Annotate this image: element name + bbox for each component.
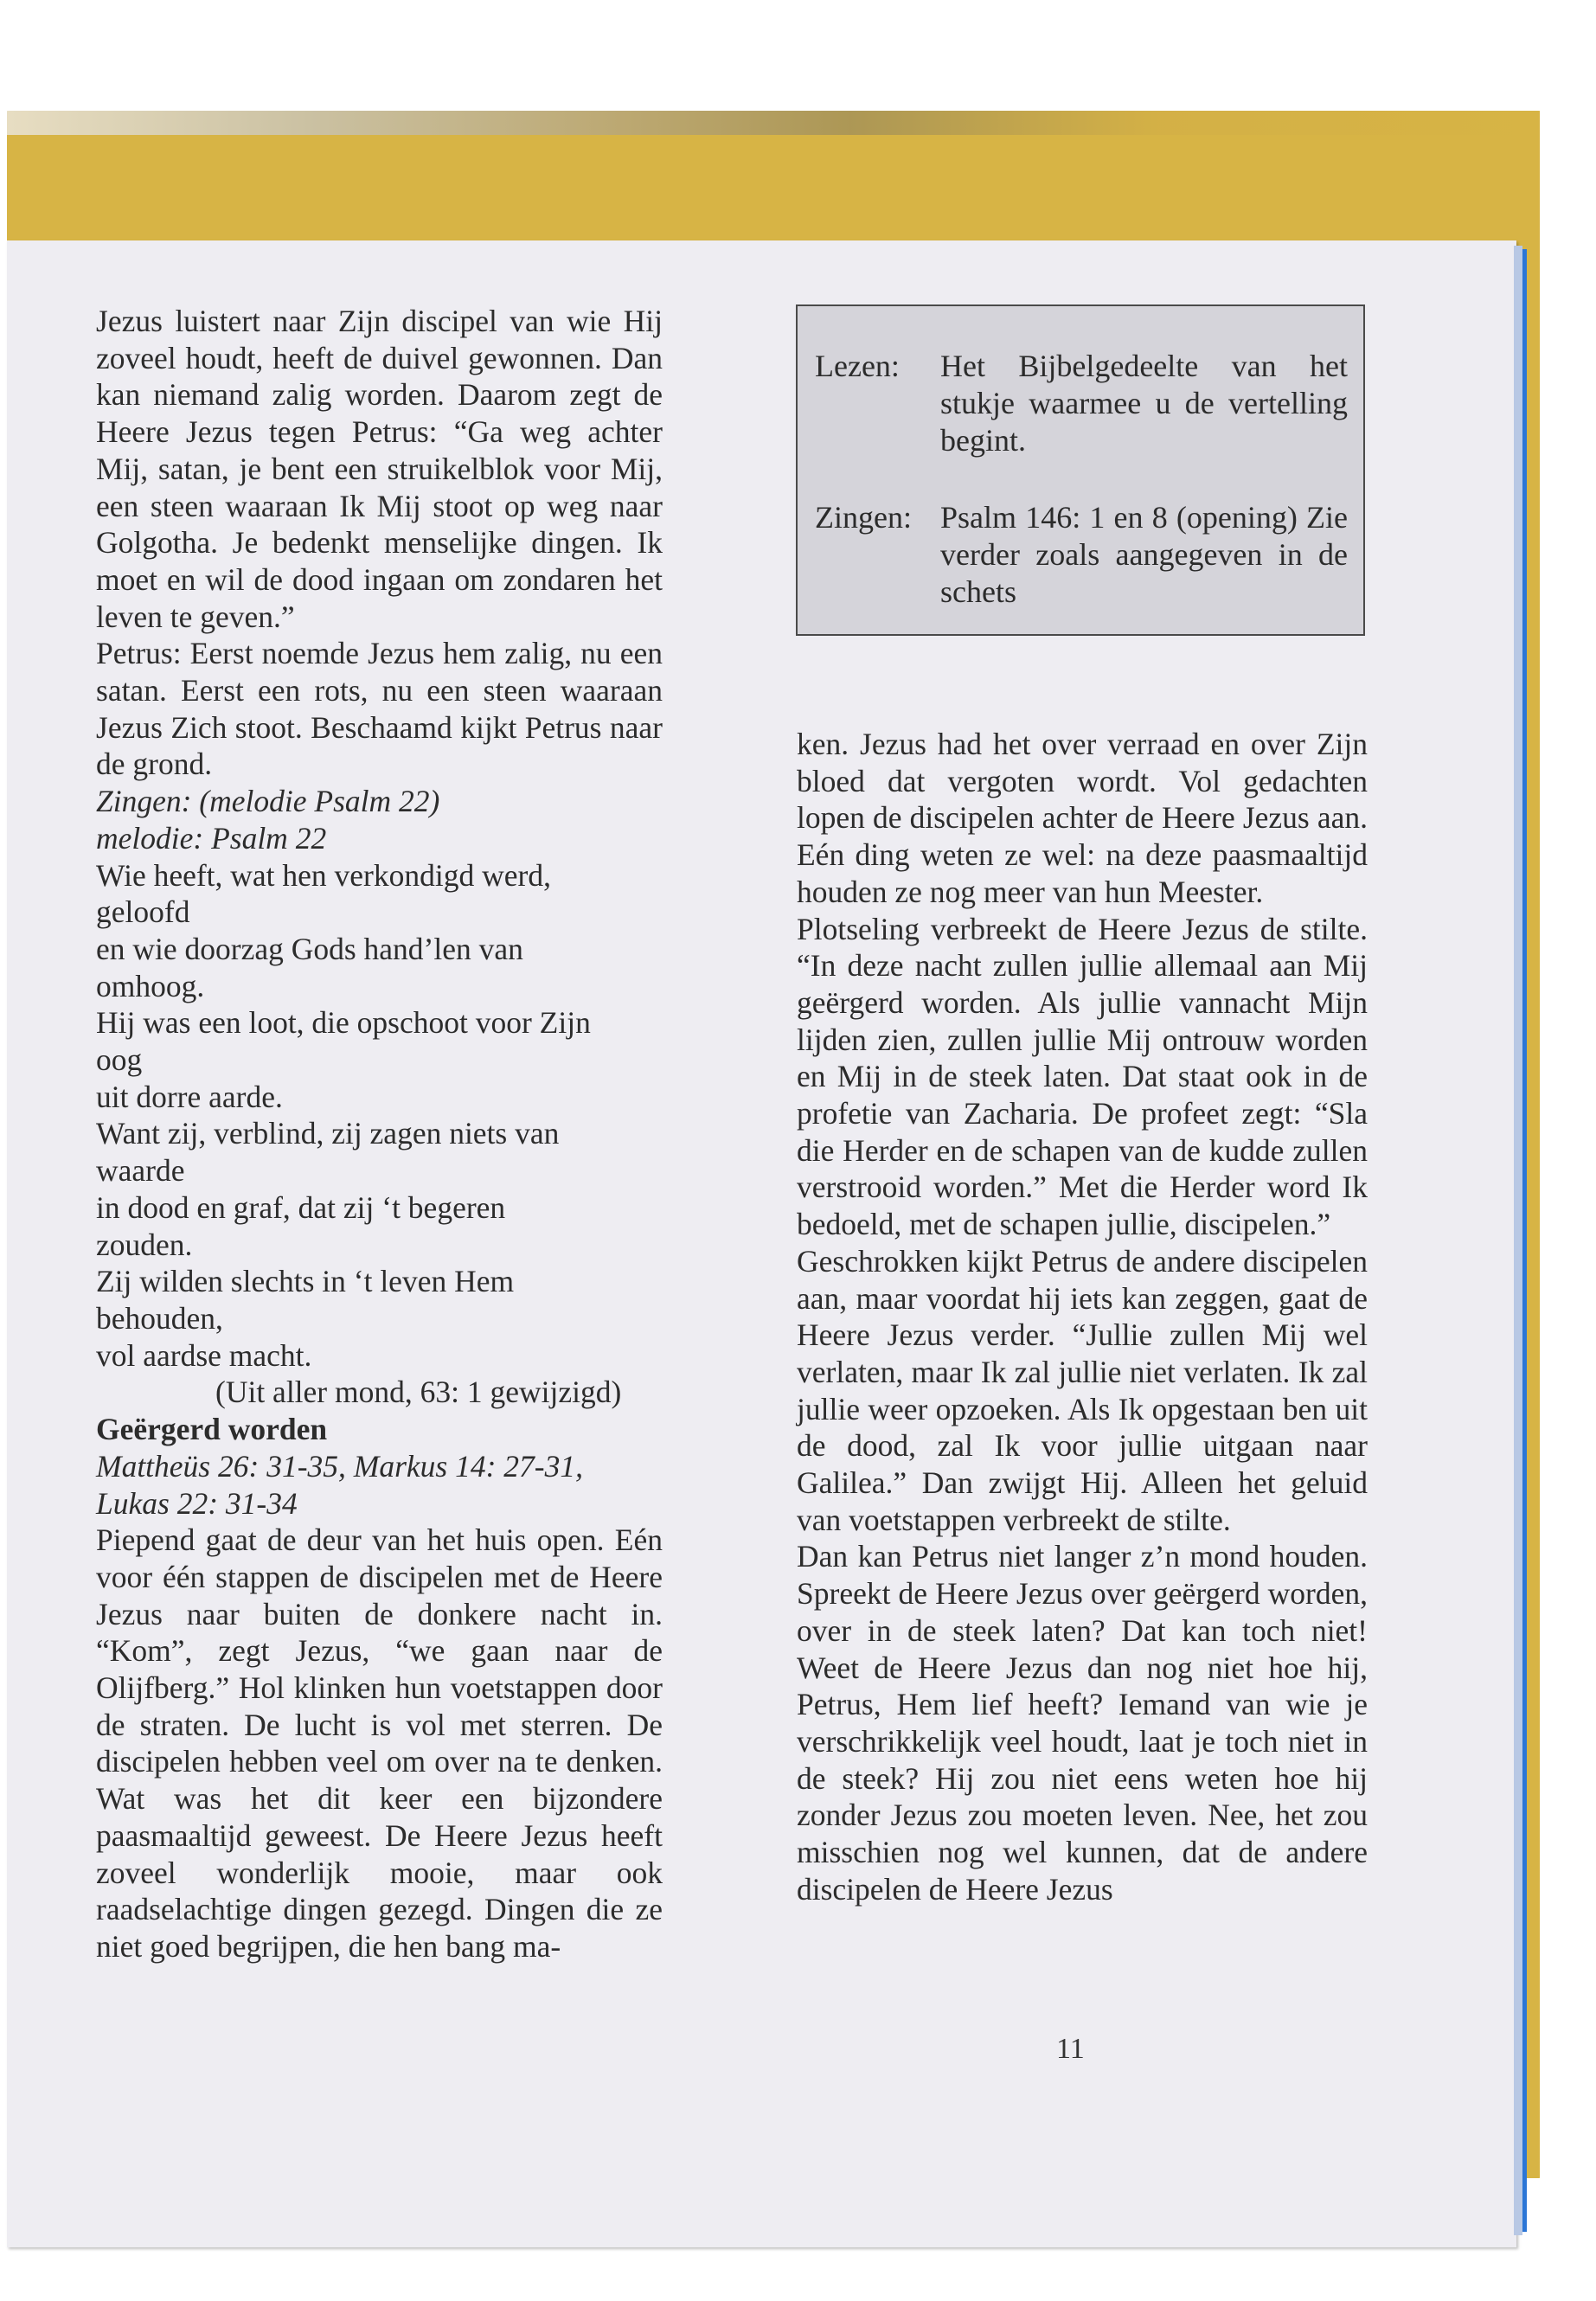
- info-text: Psalm 146: 1 en 8 (opening) Zie verder zoals aangegeven in de schets: [940, 500, 1348, 609]
- body-paragraph: Geschrokken kijkt Petrus de andere discipelen aan, maar voordat hij iets kan zeggen, gaat de Heere Jezus verder. “Jullie zullen Mij wel verlaten, maar Ik zal jullie niet verlaten. Ik zal jullie weer opzoeken. Als Ik opgestaan ben uit de dood, zal Ik voor jullie uitgaan naar Galilea.” Dan zwijgt Hij. Alleen het geluid van voetstappen verbreekt de stilte.: [797, 1243, 1368, 1537]
- info-label: Lezen:: [815, 349, 900, 383]
- section-reference: Mattheüs 26: 31-35, Markus 14: 27-31, Lukas 22: 31-34: [96, 1448, 583, 1521]
- song-line: en wie doorzag Gods hand’len van: [96, 931, 523, 966]
- page-edge: [1514, 246, 1522, 2235]
- song-line: Hij was een loot, die opschoot voor Zijn: [96, 1005, 591, 1041]
- intro-paragraph: Petrus: Eerst noemde Jezus hem zalig, nu een satan. Eerst een rots, nu een steen waaraan Jezus Zich stoot. Beschaamd kijkt Petrus naar de grond.: [96, 636, 663, 782]
- song-line: in dood en graf, dat zij ‘t begeren: [96, 1189, 506, 1225]
- song-line: Wie heeft, wat hen verkondigd werd,: [96, 857, 551, 893]
- song-line: waarde: [96, 1153, 185, 1189]
- song-line: omhoog.: [96, 968, 205, 1003]
- song-line: oog: [96, 1042, 143, 1078]
- page-edge-blue: [1522, 249, 1527, 2232]
- info-row-singing: [815, 499, 1348, 611]
- body-paragraph: Dan kan Petrus niet langer z’n mond houden. Spreekt de Heere Jezus over geërgerd worden, over in de steek laten? Dat kan toch niet! Weet de Heere Jezus dan nog niet hoe hij, Petrus, Hem lief heeft? Iemand van wie je verschrikkelijk veel houdt, laat je toch niet in de steek? Hij zou niet eens weten hoe hij zonder Jezus zou moeten leven. Nee, het zou misschien nog wel kunnen, dat de andere discipelen de Heere Jezus: [797, 1539, 1368, 1907]
- song-line: zouden.: [96, 1227, 193, 1262]
- reading-info-box: [796, 304, 1365, 636]
- right-column: [797, 726, 1368, 1908]
- cover-top-shadow: [7, 111, 1540, 135]
- info-label: Zingen:: [815, 500, 912, 535]
- page-number: 11: [1056, 2033, 1085, 2065]
- song-credit: (Uit aller mond, 63: 1 gewijzigd): [215, 1375, 622, 1410]
- song-line: Want zij, verblind, zij zagen niets van: [96, 1116, 560, 1151]
- info-row-reading: [815, 348, 1348, 459]
- section-text: Piepend gaat de deur van het huis open. Eén voor één stappen de discipelen met de Heere Jezus naar buiten de donkere nacht in. “Kom”, zegt Jezus, “we gaan naar de Olijfberg.” Hol klinken hun voetstappen door de straten. De lucht is vol met sterren. De discipelen hebben veel om over na te denken. Wat was het dit keer een bijzondere paasmaaltijd geweest. De Heere Jezus heeft zoveel wonderlijk mooie, maar ook raadselachtige dingen gezegd. Dingen die ze niet goed begrijpen, die hen bang ma-: [96, 1522, 663, 1964]
- body-paragraph: Plotseling verbreekt de Heere Jezus de stilte. “In deze nacht zullen jullie allemaal aan Mij geërgerd worden. Als jullie vannacht Mijn lijden zien, zullen jullie Mij ontrouw worden en Mij in de steek laten. Dat staat ook in de profetie van Zacharia. De profeet zegt: “Sla die Herder en de schapen van de kudde zullen verstrooid worden.” Met die Herder word Ik bedoeld, met de schapen jullie, discipelen.”: [797, 911, 1368, 1242]
- song-melody: melodie: Psalm 22: [96, 820, 327, 856]
- song-lyrics: [96, 857, 663, 1375]
- intro-paragraph: Jezus luistert naar Zijn discipel van wie Hij zoveel houdt, heeft de duivel gewonnen. Dan kan niemand zalig worden. Daarom zegt de Heere Jezus tegen Petrus: “Ga weg achter Mij, satan, je bent een struikelblok voor Mij, een steen waaraan Ik Mij stoot op weg naar Golgotha. Je bedenkt menselijke dingen. Ik moet en wil de dood ingaan om zondaren het leven te geven.”: [96, 304, 663, 634]
- song-line: uit dorre aarde.: [96, 1079, 283, 1114]
- section-heading: Geërgerd worden: [96, 1412, 328, 1447]
- body-paragraph: ken. Jezus had het over verraad en over Zijn bloed dat vergoten wordt. Vol gedachten lopen de discipelen achter de Heere Jezus aan. Eén ding weten ze wel: na deze paasmaaltijd houden ze nog meer van hun Meester.: [797, 727, 1368, 909]
- song-line: vol aardse macht.: [96, 1337, 312, 1373]
- song-line: behouden,: [96, 1300, 223, 1336]
- song-line: Zij wilden slechts in ‘t leven Hem: [96, 1264, 515, 1299]
- left-column: [96, 303, 663, 1965]
- info-text: Het Bijbelgedeelte van het stukje waarmee u de vertelling begint.: [940, 349, 1348, 458]
- song-line: geloofd: [96, 894, 190, 930]
- song-intro: Zingen: (melodie Psalm 22): [96, 784, 440, 819]
